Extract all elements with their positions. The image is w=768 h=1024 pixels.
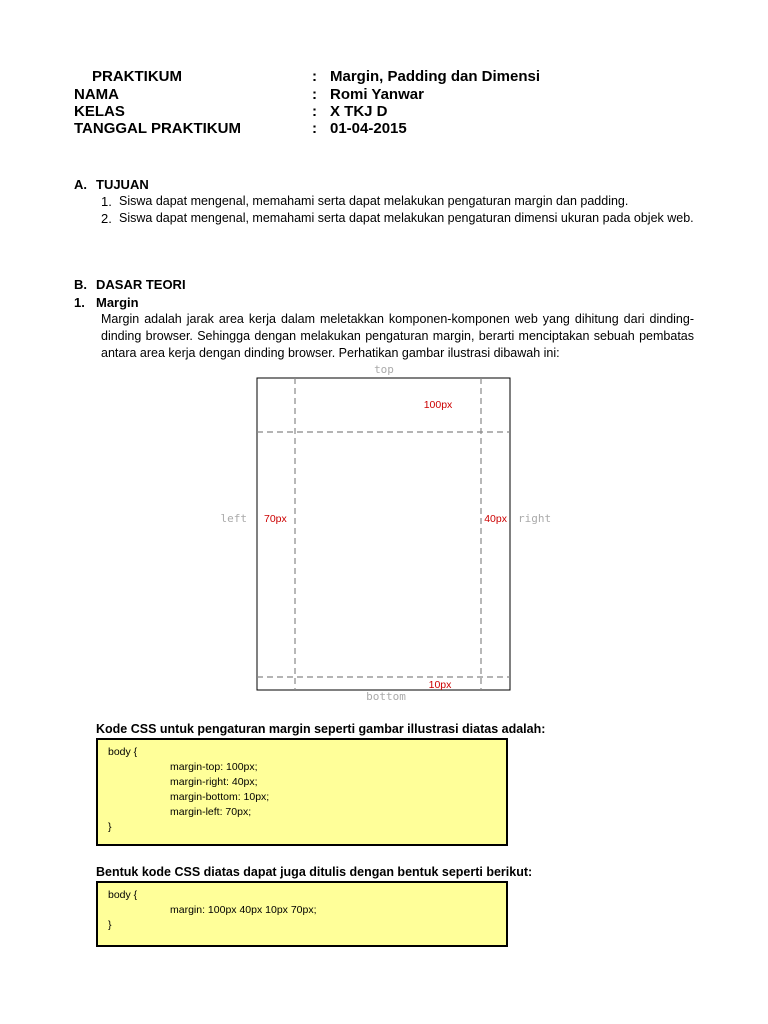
- value-right: 40px: [484, 513, 507, 525]
- subsection-title: Margin: [96, 295, 139, 310]
- header-label: NAMA: [74, 86, 119, 103]
- code-line: margin-right: 40px;: [170, 776, 258, 788]
- header-colon: :: [312, 120, 317, 137]
- section-b-title: DASAR TEORI: [96, 277, 186, 292]
- header-colon: :: [312, 103, 317, 120]
- header-label: PRAKTIKUM: [92, 68, 182, 85]
- margin-diagram: [0, 360, 768, 705]
- objective-2-num: 2.: [101, 211, 112, 226]
- margin-paragraph: Margin adalah jarak area kerja dalam meletakkan komponen-komponen web yang dihitung dari dinding-dinding browser. Sehingga dengan melakukan pengaturan margin, berarti menciptakan sebuah pembatas antara area kerja dengan dinding browser. Perhatikan gambar ilustrasi dibawah ini:: [101, 312, 694, 360]
- code-line: margin-top: 100px;: [170, 761, 258, 773]
- code-line: margin-left: 70px;: [170, 806, 252, 818]
- header-label: TANGGAL PRAKTIKUM: [74, 120, 241, 137]
- code-line: }: [108, 821, 112, 833]
- label-right: right: [518, 512, 552, 525]
- header-label: KELAS: [74, 103, 125, 120]
- header-colon: :: [312, 86, 317, 103]
- code-line: margin: 100px 40px 10px 70px;: [170, 904, 317, 916]
- code1-caption: Kode CSS untuk pengaturan margin seperti gambar illustrasi diatas adalah:: [96, 722, 546, 736]
- header-value: Margin, Padding dan Dimensi: [330, 68, 541, 85]
- objective-1-num: 1.: [101, 194, 112, 209]
- section-a-letter: A.: [74, 177, 87, 192]
- value-top: 100px: [423, 399, 453, 411]
- subsection-num: 1.: [74, 295, 85, 310]
- code-line: }: [108, 919, 112, 931]
- header-colon: :: [312, 68, 317, 85]
- header-value: X TKJ D: [330, 103, 388, 120]
- header-value: 01-04-2015: [330, 120, 407, 137]
- label-top: top: [374, 363, 394, 376]
- label-bottom: bottom: [366, 690, 406, 703]
- code-line: body {: [108, 889, 138, 901]
- code-line: body {: [108, 746, 138, 758]
- label-left: left: [220, 512, 247, 525]
- code-line: margin-bottom: 10px;: [170, 791, 270, 803]
- section-b-letter: B.: [74, 277, 87, 292]
- value-left: 70px: [264, 513, 287, 525]
- header-value: Romi Yanwar: [330, 86, 424, 103]
- section-a-title: TUJUAN: [96, 177, 149, 192]
- code2-caption: Bentuk kode CSS diatas dapat juga ditulis dengan bentuk seperti berikut:: [96, 865, 533, 879]
- code-block-2: [96, 881, 508, 947]
- code-block-1: [96, 738, 508, 846]
- objective-1-text: Siswa dapat mengenal, memahami serta dapat melakukan pengaturan margin dan padding.: [119, 194, 629, 208]
- value-bottom: 10px: [428, 679, 452, 691]
- objective-2-text: Siswa dapat mengenal, memahami serta dapat melakukan pengaturan dimensi ukuran pada objek web.: [119, 211, 694, 225]
